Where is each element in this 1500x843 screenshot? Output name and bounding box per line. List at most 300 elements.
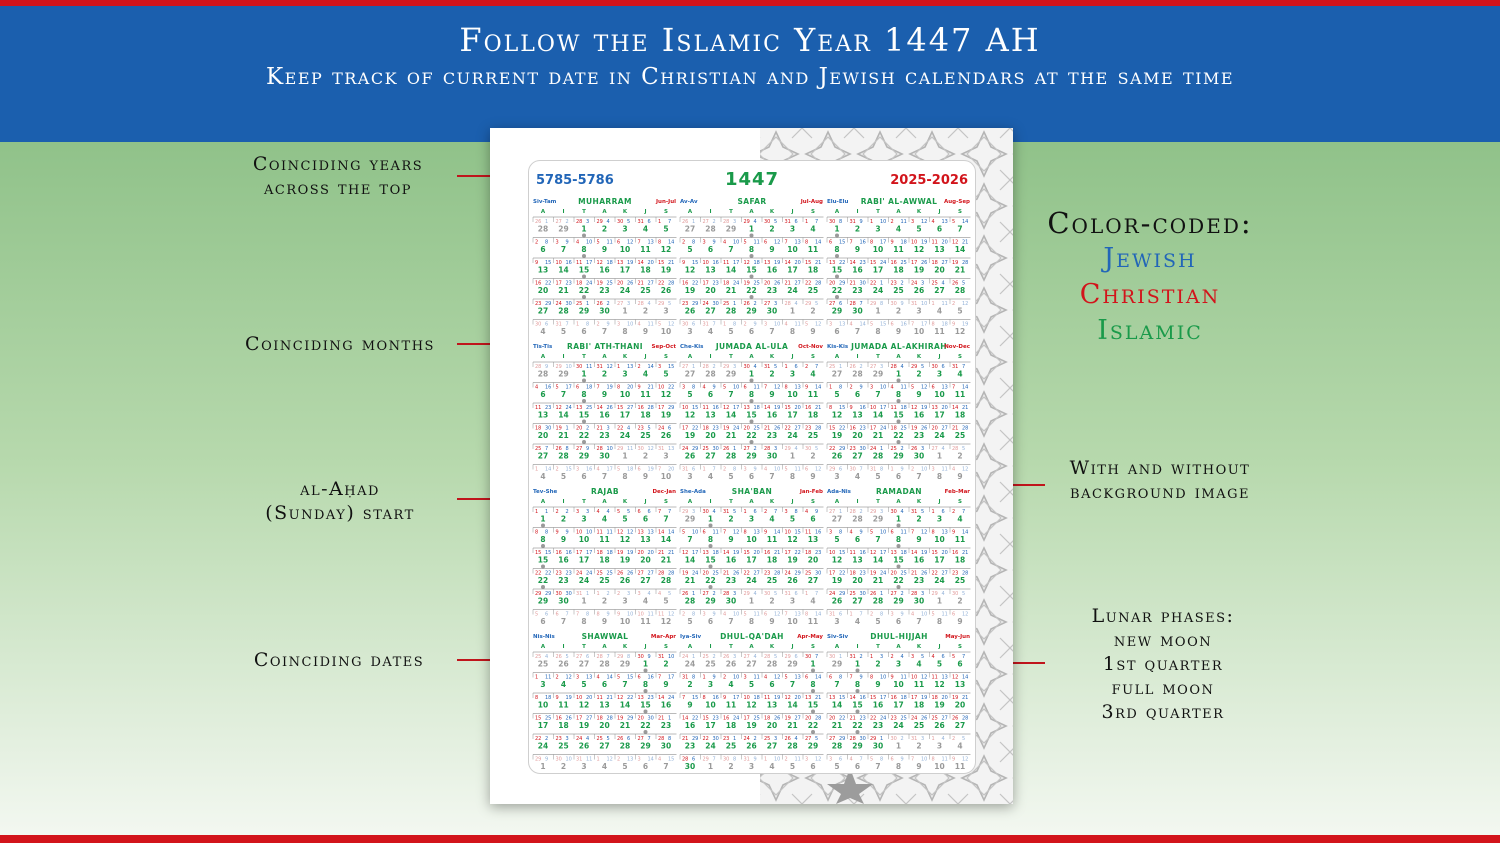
jewish-date: 12: [962, 466, 969, 473]
islamic-date: 8: [581, 245, 587, 254]
jewish-date: 3: [733, 654, 737, 660]
islamic-date: 26: [578, 741, 590, 751]
month-jewish-label: Nis-Nis: [533, 634, 555, 640]
jewish-date: 27: [647, 280, 654, 287]
christian-date: 13: [702, 550, 709, 556]
jewish-date: 11: [900, 674, 907, 681]
jewish-date: 6: [586, 654, 590, 660]
jewish-date: 27: [941, 715, 948, 722]
jewish-date: 7: [712, 756, 716, 763]
christian-date: 16: [890, 695, 897, 701]
jewish-date: 17: [921, 321, 928, 328]
islamic-date: 9: [769, 617, 775, 626]
jewish-date: 6: [941, 509, 945, 515]
christian-date: 30: [849, 466, 856, 473]
islamic-date: 17: [746, 555, 757, 565]
christian-date: 18: [596, 715, 603, 722]
jewish-date: 25: [753, 280, 760, 287]
weekday-label: I: [856, 354, 859, 360]
islamic-date: 14: [954, 245, 966, 254]
jewish-date: 2: [753, 736, 757, 742]
islamic-date: 20: [852, 431, 863, 440]
month-islamic-name: RABI' ATH-THANI: [567, 342, 643, 351]
islamic-date: 8: [789, 327, 796, 336]
weekday-label: T: [876, 644, 880, 650]
christian-date: 11: [535, 405, 542, 411]
islamic-date: 1: [748, 369, 755, 379]
christian-date: 31: [952, 364, 959, 370]
christian-date: 13: [576, 405, 583, 411]
jewish-date: 4: [712, 509, 716, 515]
islamic-date: 3: [789, 224, 796, 234]
christian-date: 14: [658, 695, 665, 701]
christian-date: 5: [784, 674, 788, 681]
christian-date: 31: [637, 219, 644, 225]
weekday-label: I: [562, 354, 565, 360]
jewish-date: 28: [962, 570, 969, 577]
jewish-date: 21: [962, 695, 969, 701]
christian-date: 4: [805, 509, 809, 515]
jewish-date: 23: [859, 570, 866, 577]
islamic-date: 3: [540, 680, 546, 689]
islamic-date: 11: [640, 617, 651, 626]
islamic-date: 15: [852, 700, 863, 710]
christian-date: 8: [743, 529, 747, 536]
jewish-date: 28: [668, 570, 675, 577]
christian-date: 8: [617, 384, 621, 391]
christian-date: 25: [890, 446, 897, 452]
islamic-date: 6: [748, 327, 755, 336]
islamic-date: 22: [893, 431, 904, 440]
islamic-date: 1: [834, 224, 840, 234]
christian-date: 2: [952, 736, 956, 742]
islamic-date: 28: [619, 741, 631, 751]
christian-date: 30: [576, 364, 583, 370]
christian-date: 2: [637, 364, 641, 370]
moon-phase-icon: [856, 730, 860, 734]
islamic-date: 2: [957, 596, 963, 606]
islamic-date: 2: [601, 596, 608, 606]
moon-phase-icon: [750, 275, 754, 279]
christian-date: 14: [849, 260, 856, 266]
christian-date: 6: [743, 384, 747, 391]
islamic-date: 6: [601, 680, 608, 689]
islamic-date: 29: [787, 659, 798, 669]
jewish-date: 4: [586, 736, 590, 742]
jewish-date: 11: [606, 239, 613, 246]
islamic-date: 12: [746, 700, 757, 710]
jewish-date: 12: [774, 384, 781, 391]
christian-date: 3: [829, 756, 833, 763]
islamic-date: 9: [916, 390, 922, 399]
islamic-date: 22: [640, 721, 651, 730]
jewish-date: 15: [839, 405, 846, 411]
jewish-date: 12: [921, 384, 928, 391]
jewish-date: 8: [839, 384, 843, 391]
christian-years: 2025-2026: [890, 173, 968, 188]
jewish-date: 12: [774, 674, 781, 681]
christian-date: 31: [576, 591, 583, 597]
islamic-date: 12: [913, 245, 925, 254]
christian-date: 1: [931, 301, 935, 307]
legend-jewish: Jewish: [1103, 243, 1197, 274]
christian-date: 31: [596, 364, 603, 370]
jewish-date: 30: [545, 425, 552, 432]
christian-date: 1: [764, 756, 768, 763]
islamic-date: 16: [766, 265, 778, 275]
jewish-date: 24: [586, 570, 593, 577]
christian-date: 13: [829, 695, 836, 701]
jewish-date: 6: [692, 756, 696, 763]
month-islamic-name: SHAWWAL: [581, 632, 629, 641]
islamic-date: 8: [789, 472, 796, 481]
jewish-date: 20: [647, 550, 654, 556]
jewish-date: 10: [692, 529, 699, 536]
jewish-date: 7: [668, 219, 672, 225]
christian-date: 8: [596, 611, 600, 618]
islamic-date: 5: [560, 472, 567, 481]
jewish-date: 3: [733, 219, 737, 225]
jewish-date: 18: [941, 321, 948, 328]
weekday-label: J: [938, 209, 941, 215]
islamic-date: 7: [834, 680, 840, 689]
islamic-date: 5: [728, 327, 734, 336]
christian-date: 10: [784, 529, 791, 536]
jewish-date: 12: [962, 756, 969, 763]
islamic-date: 3: [916, 306, 922, 316]
christian-date: 8: [829, 405, 833, 411]
islamic-date: 20: [599, 721, 610, 730]
christian-date: 4: [890, 384, 894, 391]
weekday-label: J: [791, 644, 794, 650]
christian-date: 20: [805, 715, 812, 722]
christian-date: 1: [829, 384, 833, 391]
christian-date: 25: [764, 736, 771, 742]
weekday-label: I: [856, 499, 859, 505]
islamic-date: 26: [787, 576, 798, 585]
christian-date: 18: [535, 425, 542, 432]
jewish-date: 8: [733, 466, 737, 473]
christian-date: 21: [952, 425, 959, 432]
islamic-date: 12: [660, 245, 672, 254]
jewish-date: 25: [753, 425, 760, 432]
jewish-date: 4: [545, 654, 549, 660]
jewish-date: 9: [606, 611, 610, 618]
islamic-date: 21: [725, 286, 737, 295]
jewish-date: 28: [962, 425, 969, 432]
christian-date: 8: [870, 239, 874, 246]
islamic-date: 9: [916, 762, 922, 771]
islamic-date: 1: [936, 596, 943, 606]
christian-date: 29: [870, 509, 877, 515]
islamic-date: 27: [684, 369, 696, 379]
christian-date: 15: [743, 550, 750, 556]
christian-date: 7: [784, 611, 788, 618]
jewish-date: 22: [692, 715, 699, 722]
christian-date: 12: [952, 674, 959, 681]
jewish-date: 19: [606, 384, 613, 391]
islamic-date: 12: [578, 700, 590, 710]
islamic-date: 10: [787, 245, 798, 254]
islamic-date: 14: [872, 555, 884, 565]
moon-phase-icon: [709, 524, 713, 528]
jewish-date: 10: [774, 321, 781, 328]
islamic-date: 24: [619, 431, 631, 440]
jewish-date: 20: [794, 260, 801, 266]
islamic-date: 2: [687, 680, 693, 689]
weekday-label: K: [622, 499, 628, 505]
jewish-date: 13: [794, 674, 801, 681]
jewish-date: 2: [753, 446, 757, 452]
month-islamic-name: RAJAB: [591, 487, 619, 496]
islamic-date: 28: [831, 741, 843, 751]
christian-date: 27: [702, 219, 709, 225]
jewish-date: 20: [941, 695, 948, 701]
weekday-label: T: [729, 354, 733, 360]
christian-date: 21: [764, 425, 771, 432]
jewish-date: 29: [839, 280, 846, 287]
islamic-date: 6: [707, 245, 714, 254]
islamic-date: 10: [913, 327, 925, 336]
christian-date: 7: [911, 529, 915, 536]
callout-years: [228, 152, 448, 200]
jewish-date: 3: [586, 509, 590, 515]
islamic-date: 15: [578, 410, 590, 420]
weekday-label: A: [540, 644, 546, 650]
islamic-date: 4: [957, 741, 963, 751]
christian-date: 22: [870, 280, 877, 287]
islamic-date: 17: [705, 721, 716, 730]
christian-date: 18: [890, 425, 897, 432]
islamic-date: 5: [663, 224, 669, 234]
christian-date: 23: [890, 715, 897, 722]
jewish-date: 9: [859, 529, 863, 536]
jewish-date: 4: [753, 591, 757, 597]
jewish-date: 8: [880, 756, 884, 763]
christian-date: 1: [870, 219, 874, 225]
jewish-date: 2: [606, 301, 610, 307]
weekday-label: J: [644, 209, 647, 215]
islamic-date: 13: [537, 410, 549, 420]
islamic-date: 18: [954, 410, 966, 420]
islamic-date: 21: [872, 576, 884, 585]
islamic-date: 5: [834, 762, 840, 771]
islamic-date: 21: [558, 431, 569, 440]
christian-date: 15: [658, 260, 665, 266]
christian-date: 26: [723, 446, 730, 452]
jewish-date: 21: [962, 405, 969, 411]
jewish-date: 6: [627, 736, 631, 742]
christian-date: 29: [931, 591, 938, 597]
christian-date: 29: [911, 364, 918, 370]
jewish-date: 11: [627, 446, 634, 452]
jewish-date: 13: [627, 364, 634, 370]
islamic-date: 24: [934, 431, 945, 440]
jewish-date: 16: [900, 321, 907, 328]
islamic-date: 16: [852, 265, 863, 275]
jewish-date: 16: [712, 405, 719, 411]
jewish-date: 19: [921, 405, 928, 411]
christian-date: 13: [743, 405, 750, 411]
jewish-date: 15: [794, 529, 801, 536]
christian-date: 22: [784, 425, 791, 432]
jewish-date: 7: [545, 446, 549, 452]
jewish-date: 23: [859, 715, 866, 722]
christian-date: 15: [784, 405, 791, 411]
christian-date: 30: [890, 509, 897, 515]
weekday-label: S: [958, 354, 962, 360]
jewish-date: 16: [859, 239, 866, 246]
month-christian-label: Feb-Mar: [944, 489, 970, 495]
christian-date: 30: [723, 756, 730, 763]
islamic-date: 26: [684, 306, 696, 316]
islamic-date: 16: [872, 700, 884, 710]
jewish-date: 22: [839, 260, 846, 266]
christian-date: 8: [784, 384, 788, 391]
jewish-date: 10: [921, 301, 928, 307]
christian-date: 28: [952, 446, 959, 452]
christian-date: 17: [576, 715, 583, 722]
jewish-date: 1: [839, 509, 843, 515]
christian-date: 20: [931, 425, 938, 432]
jewish-date: 4: [606, 509, 610, 515]
jewish-date: 22: [668, 384, 675, 391]
islamic-date: 8: [707, 535, 714, 544]
jewish-date: 23: [712, 425, 719, 432]
jewish-date: 29: [692, 301, 699, 307]
jewish-date: 13: [647, 239, 654, 246]
jewish-date: 10: [565, 756, 572, 763]
christian-date: 9: [952, 321, 956, 328]
islamic-date: 9: [895, 327, 902, 336]
islamic-date: 17: [872, 265, 884, 275]
jewish-date: 13: [586, 674, 593, 681]
jewish-date: 8: [880, 611, 884, 618]
islamic-date: 8: [854, 680, 861, 689]
islamic-date: 30: [599, 451, 610, 461]
islamic-date: 23: [599, 286, 610, 295]
moon-phase-icon: [856, 689, 860, 693]
moon-phase-icon: [750, 420, 754, 424]
christian-date: 1: [849, 611, 853, 618]
christian-date: 17: [576, 550, 583, 556]
jewish-date: 9: [647, 654, 651, 660]
christian-date: 30: [890, 301, 897, 307]
christian-date: 1: [805, 591, 809, 597]
islamic-date: 19: [831, 576, 843, 585]
callout-lunar-line4: full moon: [1111, 677, 1215, 699]
jewish-date: 16: [815, 529, 822, 536]
islamic-date: 4: [601, 762, 608, 771]
islamic-date: 4: [540, 327, 546, 336]
weekday-label: J: [938, 354, 941, 360]
jewish-date: 30: [859, 280, 866, 287]
christian-date: 3: [870, 384, 874, 391]
month-christian-label: Aug-Sep: [943, 199, 970, 205]
islamic-date: 15: [831, 265, 843, 275]
christian-date: 7: [911, 756, 915, 763]
jewish-date: 22: [545, 280, 552, 287]
christian-date: 20: [829, 715, 836, 722]
jewish-date: 7: [859, 611, 863, 618]
islamic-date: 10: [537, 700, 549, 710]
islamic-date: 8: [834, 245, 840, 254]
jewish-date: 5: [815, 736, 819, 742]
christian-date: 4: [723, 611, 727, 618]
christian-date: 29: [784, 446, 791, 452]
islamic-date: 29: [746, 306, 757, 316]
islamic-date: 29: [619, 659, 631, 669]
jewish-date: 6: [794, 219, 798, 225]
jewish-date: 8: [586, 611, 590, 618]
islamic-date: 1: [642, 659, 649, 669]
jewish-date: 29: [839, 446, 846, 452]
jewish-date: 9: [712, 611, 716, 618]
jewish-date: 14: [647, 756, 654, 763]
islamic-date: 4: [854, 472, 861, 481]
islamic-date: 3: [581, 762, 587, 771]
jewish-date: 14: [545, 466, 552, 473]
weekday-label: J: [791, 209, 794, 215]
jewish-date: 27: [941, 570, 948, 577]
christian-date: 2: [849, 384, 853, 391]
jewish-date: 11: [941, 756, 948, 763]
weekday-label: K: [622, 354, 628, 360]
islamic-date: 24: [746, 576, 757, 585]
christian-date: 21: [658, 715, 665, 722]
jewish-date: 1: [545, 509, 549, 515]
jewish-date: 15: [839, 550, 846, 556]
jewish-date: 18: [900, 550, 907, 556]
islamic-date: 9: [642, 472, 649, 481]
islamic-date: 29: [831, 306, 843, 316]
jewish-date: 9: [753, 756, 757, 763]
callout-lunar-line2: new moon: [1113, 629, 1213, 651]
christian-date: 26: [555, 654, 562, 660]
christian-date: 12: [952, 239, 959, 246]
islamic-date: 17: [619, 265, 631, 275]
christian-date: 6: [702, 529, 706, 536]
christian-date: 29: [805, 301, 812, 307]
christian-date: 20: [637, 715, 644, 722]
islamic-date: 7: [728, 617, 734, 626]
christian-date: 3: [911, 654, 915, 660]
christian-date: 3: [682, 384, 686, 391]
islamic-date: 30: [913, 596, 925, 606]
islamic-date: 17: [787, 410, 798, 420]
jewish-date: 7: [815, 591, 819, 597]
islamic-date: 9: [769, 245, 775, 254]
callout-lunar-line5: 3rd quarter: [1101, 701, 1225, 723]
christian-date: 6: [952, 611, 956, 618]
christian-date: 27: [890, 591, 897, 597]
islamic-date: 19: [660, 265, 672, 275]
islamic-date: 28: [705, 224, 716, 234]
christian-date: 13: [805, 695, 812, 701]
islamic-date: 4: [707, 472, 714, 481]
islamic-date: 24: [872, 286, 884, 295]
islamic-date: 11: [766, 535, 778, 544]
islamic-date: 25: [954, 431, 966, 440]
christian-date: 1: [890, 466, 894, 473]
islamic-date: 1: [581, 596, 587, 606]
jewish-date: 19: [565, 695, 572, 701]
month-jewish-label: Av-Av: [680, 199, 698, 205]
islamic-date: 15: [578, 265, 590, 275]
islamic-date: 26: [660, 286, 672, 295]
islamic-date: 24: [893, 721, 904, 730]
jewish-date: 2: [859, 654, 863, 660]
